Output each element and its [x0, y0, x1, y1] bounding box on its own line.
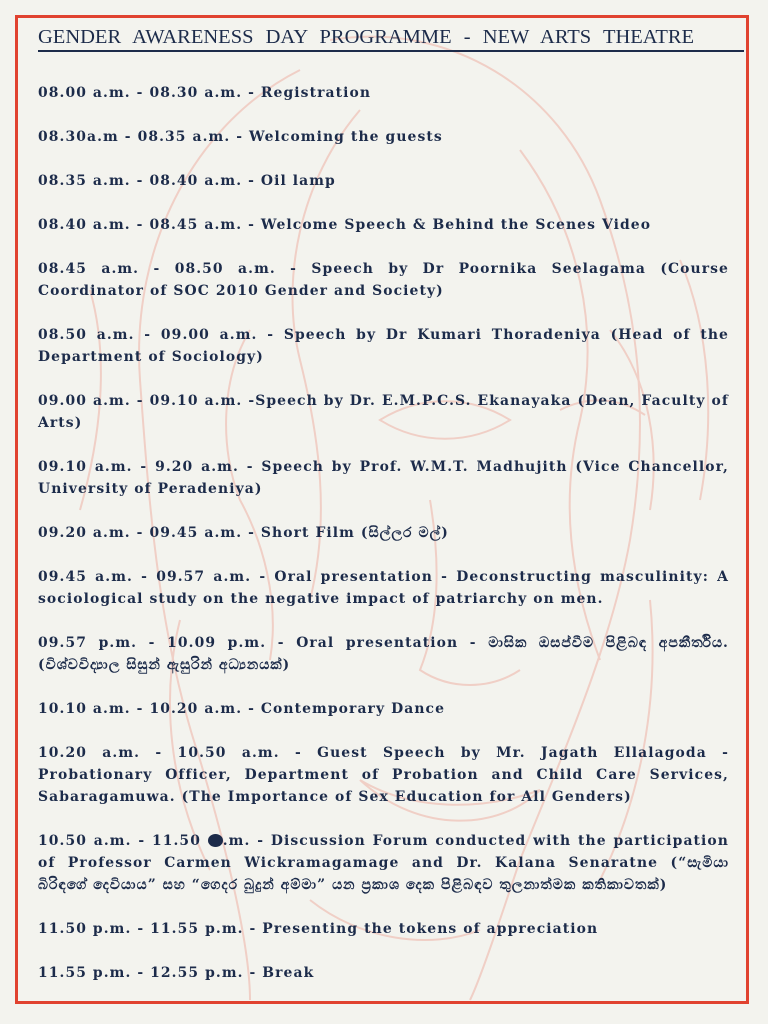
schedule-item: 09.57 p.m. - 10.09 p.m. - Oral presentation - මාසික ඔසප්වීම පිළිබඳ අපකීර්තිය. (විශ්වවිද්‍යාල සිසුන් ඇසුරින් අධ්‍යනයක්)	[38, 635, 729, 673]
ink-blot	[208, 834, 223, 847]
schedule-item-rest: .m. - Discussion Forum conducted with the participation of Professor Carmen Wickramagamage and Dr. Kalana Senaratne (“සැමියා බිරිඳගේ දෙවියාය” සහ “ගෙදර බුදුන් අම්මා” යන ප්‍රකාශ දෙක පිළිබඳව තුලනාත්මක කතිකාවතක්)	[38, 833, 729, 893]
schedule-item: 10.20 a.m. - 10.50 a.m. - Guest Speech by Mr. Jagath Ellalagoda - Probationary Officer, Department of Probation and Child Care Services, Sabaragamuwa. (The Importance of Sex Education for All Genders)	[38, 745, 729, 805]
schedule-item: 08.45 a.m. - 08.50 a.m. - Speech by Dr Poornika Seelagama (Course Coordinator of SOC 2010 Gender and Society)	[38, 261, 729, 299]
schedule-item: 09.20 a.m. - 09.45 a.m. - Short Film (සිල්ලර මල්)	[38, 525, 449, 541]
page-title: GENDER AWARENESS DAY PROGRAMME - NEW ARTS THEATRE	[38, 26, 744, 52]
schedule-item: 09.00 a.m. - 09.10 a.m. -Speech by Dr. E.M.P.C.S. Ekanayaka (Dean, Faculty of Arts)	[38, 393, 729, 431]
schedule-item: 09.45 a.m. - 09.57 a.m. - Oral presentation - Deconstructing masculinity: A sociological study on the negative impact of patriarchy on men.	[38, 569, 729, 607]
schedule-item: 11.50 p.m. - 11.55 p.m. - Presenting the tokens of appreciation	[38, 921, 599, 937]
schedule-item: 09.10 a.m. - 9.20 a.m. - Speech by Prof. W.M.T. Madhujith (Vice Chancellor, University of Peradeniya)	[38, 459, 729, 497]
schedule-item: 08.30a.m - 08.35 a.m. - Welcoming the guests	[38, 129, 443, 145]
schedule-item	[38, 830, 729, 896]
schedule-item: 08.35 a.m. - 08.40 a.m. - Oil lamp	[38, 173, 336, 189]
schedule-item: 08.40 a.m. - 08.45 a.m. - Welcome Speech & Behind the Scenes Video	[38, 217, 652, 233]
schedule-item: 08.00 a.m. - 08.30 a.m. - Registration	[38, 85, 372, 101]
schedule-item: 11.55 p.m. - 12.55 p.m. - Break	[38, 965, 315, 981]
schedule-item: 08.50 a.m. - 09.00 a.m. - Speech by Dr Kumari Thoradeniya (Head of the Department of Sociology)	[38, 327, 729, 365]
schedule-item-start: 10.50 a.m. - 11.50	[38, 833, 208, 849]
schedule-item: 10.10 a.m. - 10.20 a.m. - Contemporary Dance	[38, 701, 446, 717]
programme-schedule	[38, 82, 729, 1006]
